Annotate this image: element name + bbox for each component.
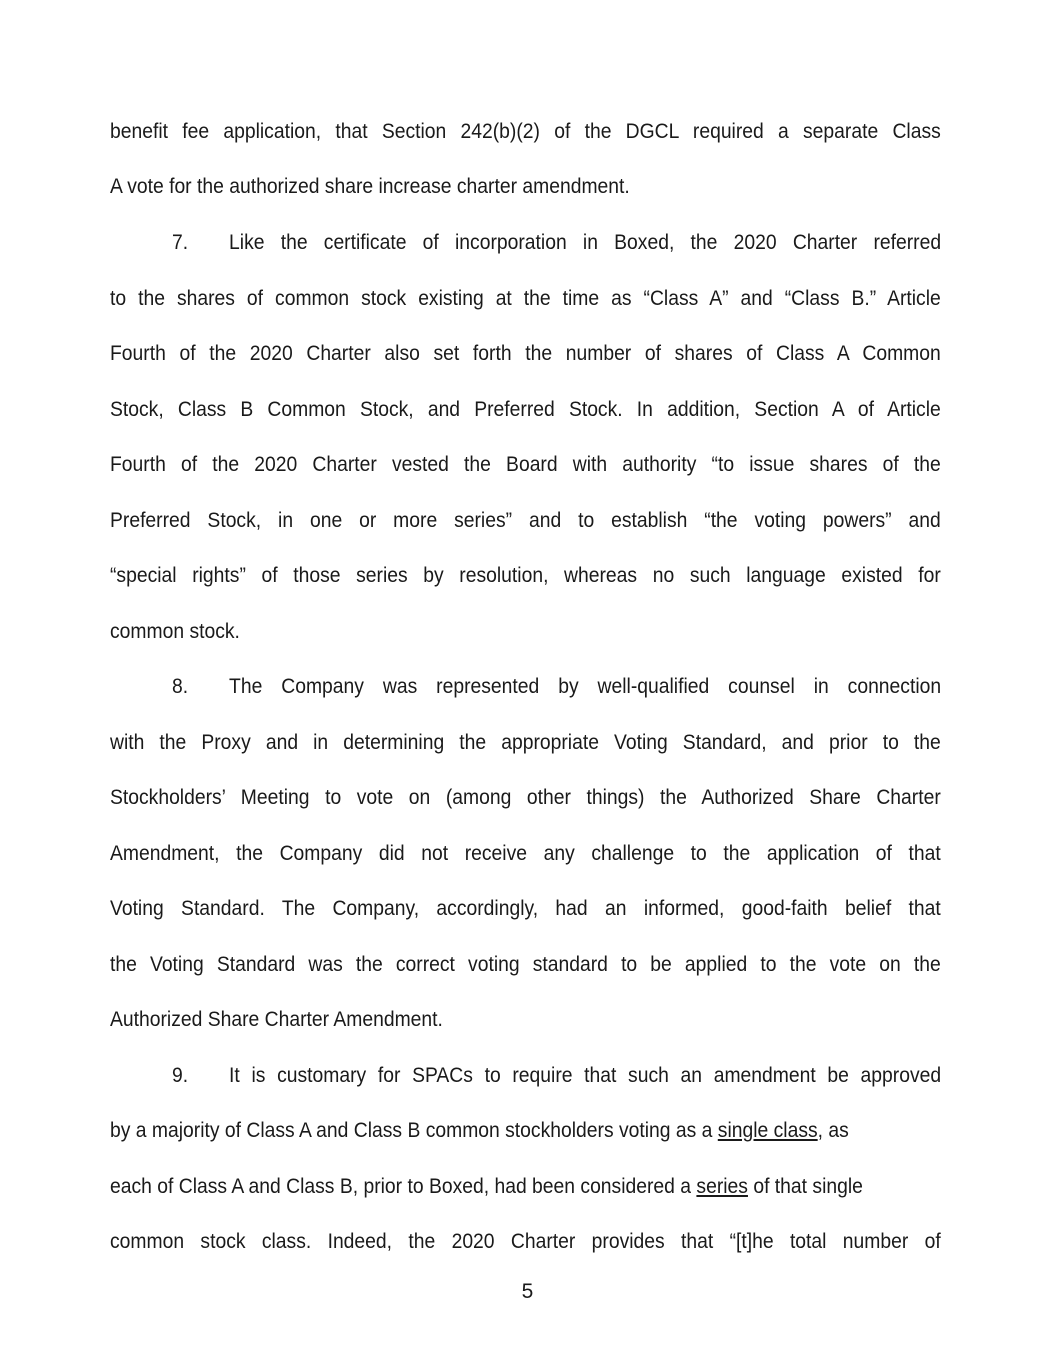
text-span: The Company was represented by well-qualified counsel in connection [229,675,942,698]
text-line: the Voting Standard was the correct voting standard to be applied to the vote on the [110,953,941,976]
text-line: Voting Standard. The Company, accordingly, had an informed, good-faith belief that [110,897,941,920]
page-number: 5 [521,1280,534,1303]
text-line: benefit fee application, that Section 242(b)(2) of the DGCL required a separate Class [110,120,941,143]
text-line [110,1173,875,1201]
text-line: Stock, Class B Common Stock, and Preferred Stock. In addition, Section A of Article [110,398,941,421]
text-line: Preferred Stock, in one or more series” and to establish “the voting powers” and [110,509,941,532]
paragraph-9-first-line [172,1062,941,1090]
paragraph-number: 8. [172,675,189,698]
text-line: common stock. [110,620,240,643]
text-line: to the shares of common stock existing at the time as “Class A” and “Class B.” Article [110,287,941,310]
paragraph-number: 7. [172,231,189,254]
paragraph-number: 9. [172,1064,189,1087]
text-span: It is customary for SPACs to require that such an amendment be approved [229,1064,942,1087]
paragraph-7-first-line [172,229,941,257]
text-line: Fourth of the 2020 Charter vested the Board with authority “to issue shares of the [110,453,941,476]
text-line: Fourth of the 2020 Charter also set forth the number of shares of Class A Common [110,342,941,365]
text-span: of that single [747,1175,863,1198]
text-line: common stock class. Indeed, the 2020 Charter provides that “[t]he total number of [110,1230,941,1253]
text-line: Stockholders’ Meeting to vote on (among other things) the Authorized Share Charter [110,786,941,809]
text-line: Amendment, the Company did not receive any challenge to the application of that [110,842,941,865]
text-line [110,1117,875,1145]
text-span: Like the certificate of incorporation in Boxed, the 2020 Charter referred [229,231,942,254]
text-line: Authorized Share Charter Amendment. [110,1008,443,1031]
underlined-term: series [696,1175,748,1198]
text-span: by a majority of Class A and Class B common stockholders voting as a [110,1119,718,1142]
text-line: “special rights” of those series by resolution, whereas no such language existed for [110,564,941,587]
text-span: each of Class A and Class B, prior to Boxed, had been considered a [110,1175,697,1198]
text-line: with the Proxy and in determining the appropriate Voting Standard, and prior to the [110,731,941,754]
text-line: A vote for the authorized share increase charter amendment. [110,175,630,198]
underlined-term: single class [717,1119,818,1142]
paragraph-8-first-line [172,673,941,701]
text-span: , as [817,1119,849,1142]
